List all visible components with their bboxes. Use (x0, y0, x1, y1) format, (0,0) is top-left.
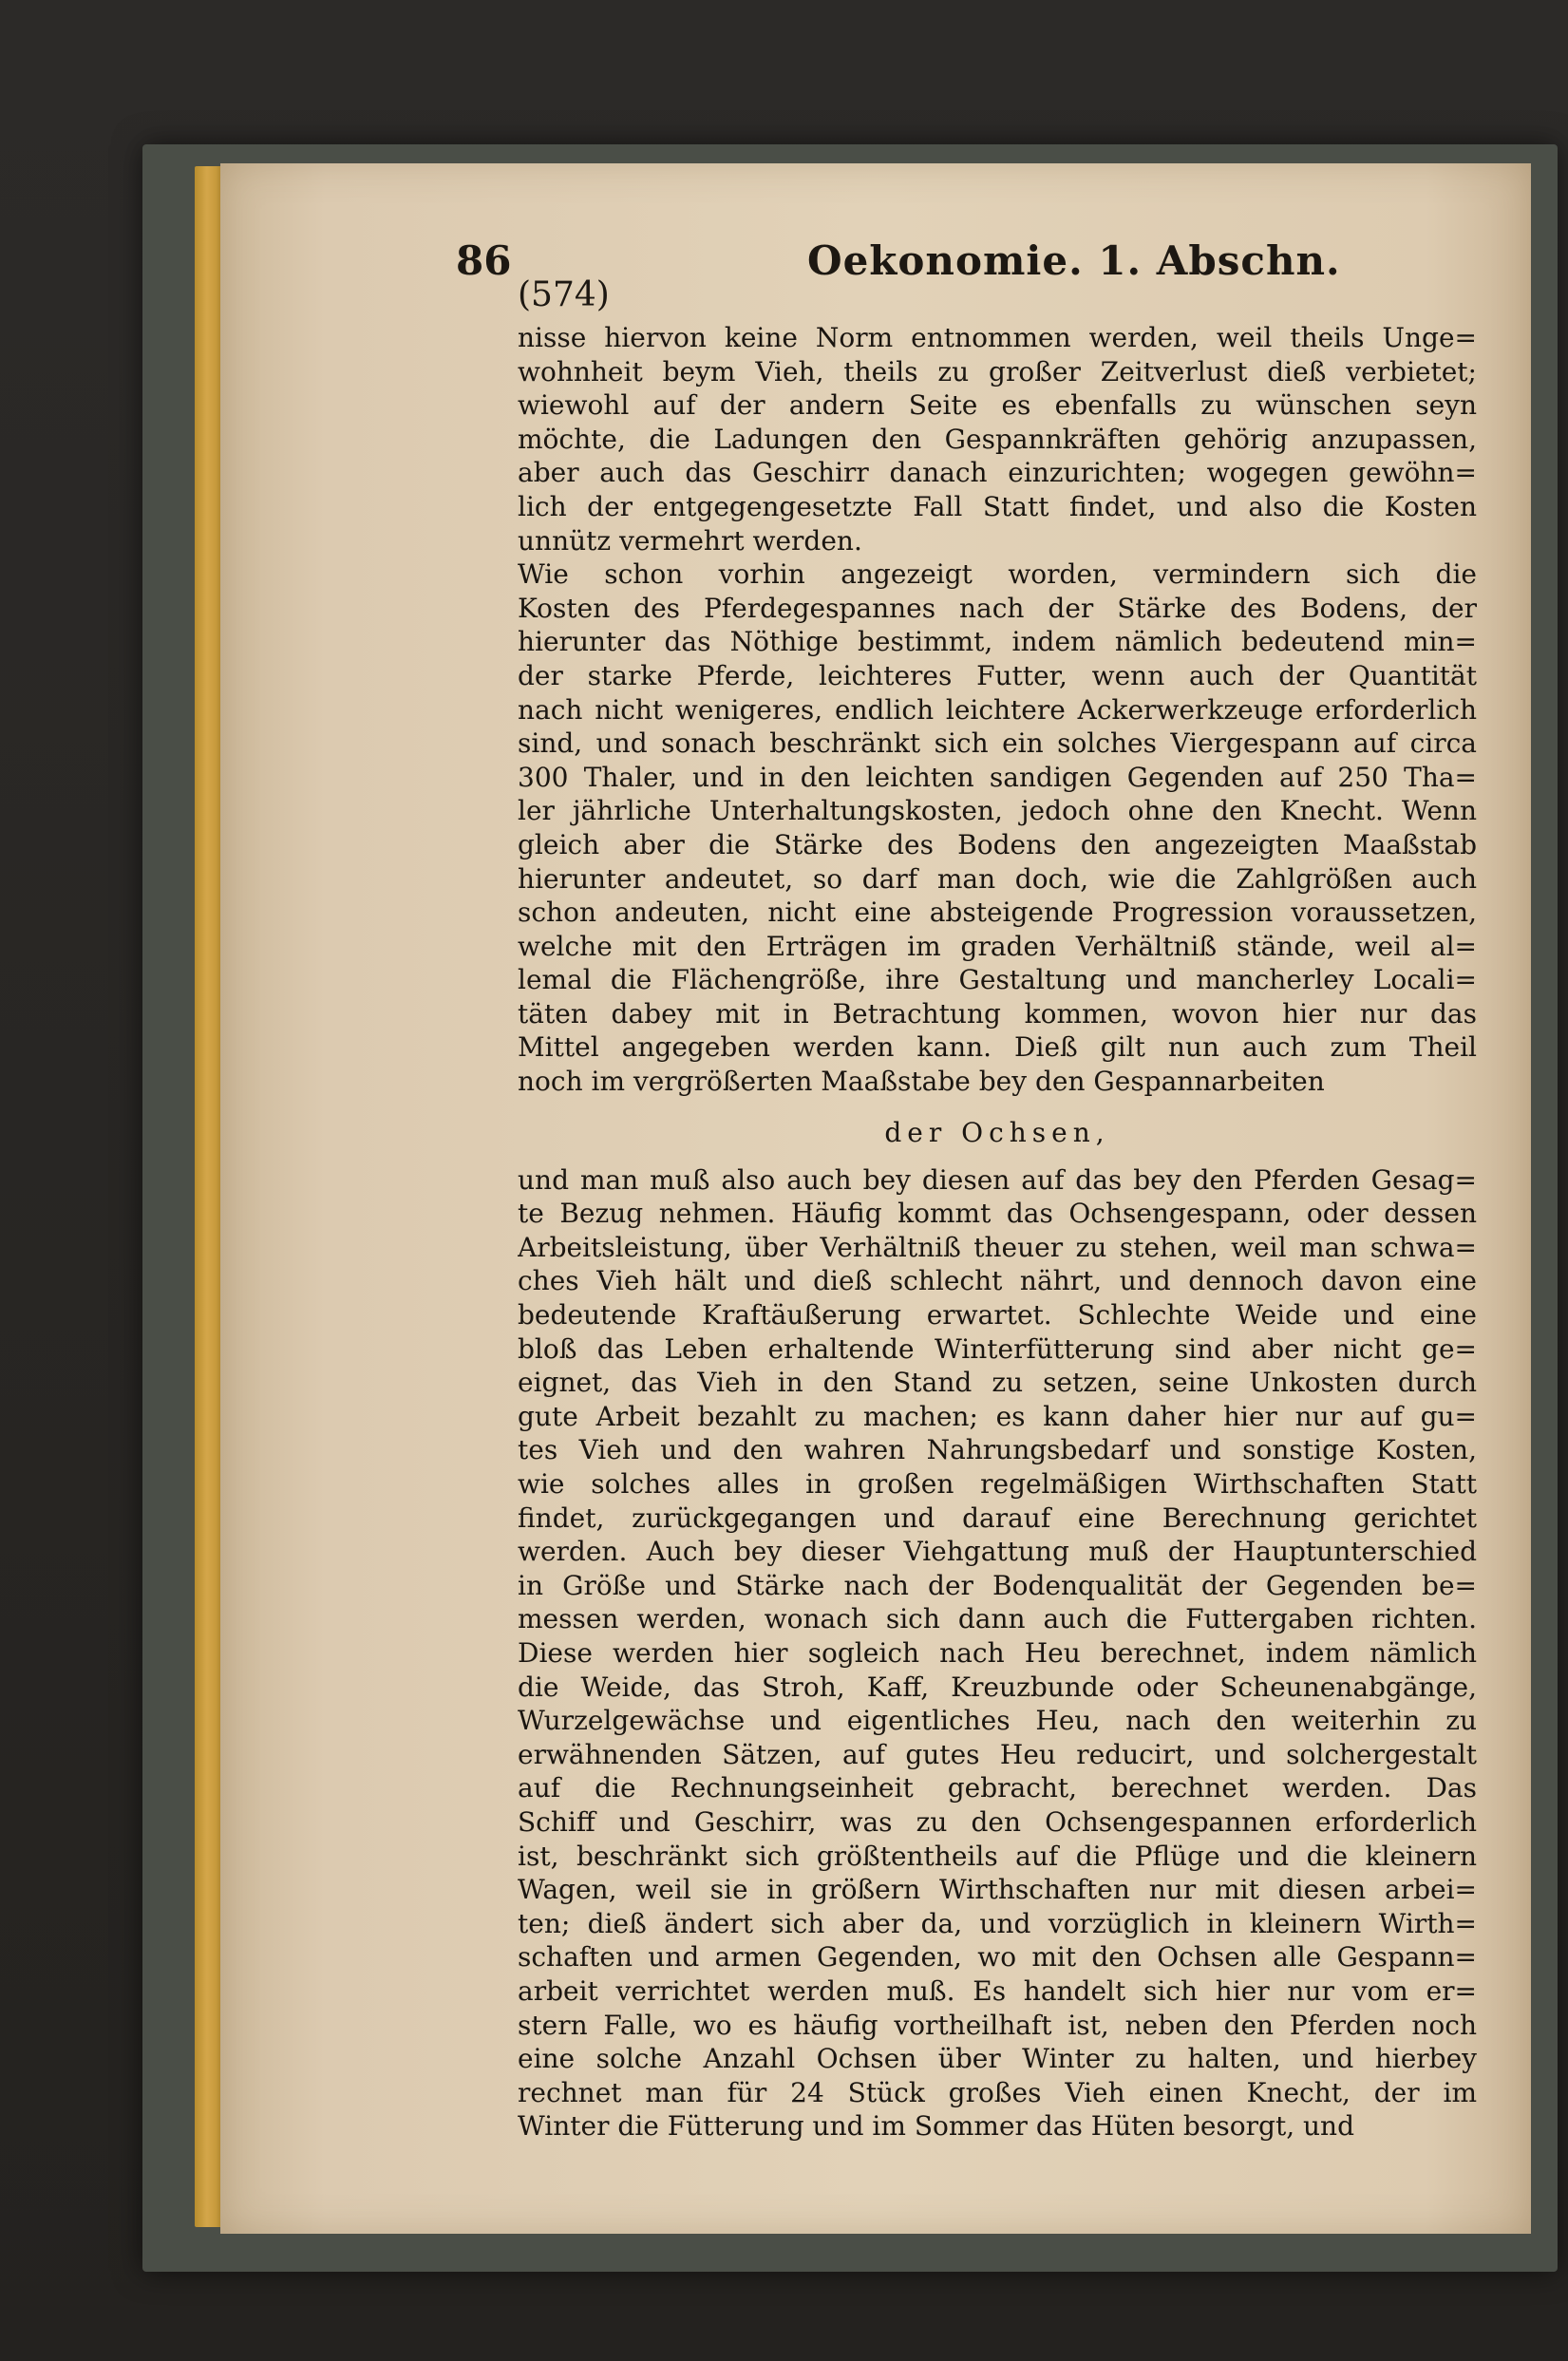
text-line: in Größe und Stärke nach der Bodenqualität der Gegenden be= (518, 1569, 1477, 1601)
text-line: wie solches alles in großen regelmäßigen Wirthschaften Statt (518, 1468, 1477, 1500)
text-line: gleich aber die Stärke des Bodens den angezeigten Maaßstab (518, 828, 1477, 860)
text-line: Diese werden hier sogleich nach Heu berechnet, indem nämlich (518, 1636, 1477, 1669)
text-line: rechnet man für 24 Stück großes Vieh einen Knecht, der im (518, 2076, 1477, 2108)
running-head: Oekonomie. 1. Abschn. (807, 237, 1341, 284)
text-line: Wie schon vorhin angezeigt worden, vermindern sich die (518, 558, 1477, 591)
text-line: findet, zurückgegangen und darauf eine Berechnung gerichtet (518, 1502, 1477, 1534)
text-line: te Bezug nehmen. Häufig kommt das Ochsengespann, oder dessen (518, 1198, 1477, 1230)
text-line: ler jährliche Unterhaltungskosten, jedoch ohne den Knecht. Wenn (518, 795, 1477, 827)
text-line: schon andeuten, nicht eine absteigende Progression voraussetzen, (518, 897, 1477, 929)
text-line: bedeutende Kraftäußerung erwartet. Schlechte Weide und eine (518, 1299, 1477, 1332)
page-header (456, 237, 1520, 294)
text-line: auf die Rechnungseinheit gebracht, berechnet werden. Das (518, 1772, 1477, 1804)
body-text (518, 321, 1477, 2144)
text-line: möchte, die Ladungen den Gespannkräften gehörig anzupassen, (518, 423, 1477, 455)
text-line: ist, beschränkt sich größtentheils auf die Pflüge und die kleinern (518, 1840, 1477, 1872)
text-line: schaften und armen Gegenden, wo mit den Ochsen alle Gespann= (518, 1941, 1477, 1974)
text-line: Kosten des Pferdegespannes nach der Stärke des Bodens, der (518, 592, 1477, 624)
text-line: 300 Thaler, und in den leichten sandigen Gegenden auf 250 Tha= (518, 761, 1477, 793)
text-line: Mittel angegeben werden kann. Dieß gilt nun auch zum Theil (518, 1031, 1477, 1064)
text-line: hierunter andeutet, so darf man doch, wie die Zahlgrößen auch (518, 862, 1477, 895)
text-line: eignet, das Vieh in den Stand zu setzen, seine Unkosten durch (518, 1367, 1477, 1399)
text-line: arbeit verrichtet werden muß. Es handelt sich hier nur vom er= (518, 1974, 1477, 2007)
text-line: werden. Auch bey dieser Viehgattung muß der Hauptunterschied (518, 1536, 1477, 1568)
section-heading: der Ochsen, (884, 1116, 1110, 1148)
text-line: stern Falle, wo es häufig vortheilhaft ist, neben den Pferden noch (518, 2009, 1477, 2041)
text-line: unnütz vermehrt werden. (518, 524, 862, 557)
text-line: wohnheit beym Vieh, theils zu großer Zeitverlust dieß verbietet; (518, 355, 1477, 387)
signature-mark: (574) (518, 275, 610, 314)
paragraph (518, 321, 1477, 557)
text-line: Schiff und Geschirr, was zu den Ochsengespannen erforderlich (518, 1805, 1477, 1838)
text-line: noch im vergrößerten Maaßstabe bey den Gespannarbeiten (518, 1066, 1325, 1098)
text-line: sind, und sonach beschränkt sich ein solches Viergespann auf circa (518, 727, 1477, 760)
text-line: erwähnenden Sätzen, auf gutes Heu reducirt, und solchergestalt (518, 1738, 1477, 1770)
text-line: hierunter das Nöthige bestimmt, indem nämlich bedeutend min= (518, 626, 1477, 658)
text-line: eine solche Anzahl Ochsen über Winter zu halten, und hierbey (518, 2043, 1477, 2075)
text-line: bloß das Leben erhaltende Winterfütterung sind aber nicht ge= (518, 1332, 1477, 1365)
paragraph (518, 557, 1477, 1099)
text-line: Wurzelgewächse und eigentliches Heu, nach den weiterhin zu (518, 1705, 1477, 1737)
text-line: welche mit den Erträgen im graden Verhältniß stände, weil al= (518, 930, 1477, 962)
text-line: nisse hiervon keine Norm entnommen werden, weil theils Unge= (518, 322, 1477, 353)
text-line: Wagen, weil sie in größern Wirthschaften nur mit diesen arbei= (518, 1874, 1477, 1906)
text-line: ches Vieh hält und dieß schlecht nährt, und dennoch davon eine (518, 1265, 1477, 1297)
text-line: gute Arbeit bezahlt zu machen; es kann daher hier nur auf gu= (518, 1400, 1477, 1432)
text-line: lich der entgegengesetzte Fall Statt findet, und also die Kosten (518, 490, 1477, 522)
text-line: lemal die Flächengröße, ihre Gestaltung und mancherley Locali= (518, 964, 1477, 996)
page-number: 86 (456, 237, 512, 284)
text-line: wiewohl auf der andern Seite es ebenfalls zu wünschen seyn (518, 389, 1477, 422)
text-line: nach nicht wenigeres, endlich leichtere Ackerwerkzeuge erforderlich (518, 693, 1477, 726)
text-line: aber auch das Geschirr danach einzurichten; wogegen gewöhn= (518, 457, 1477, 489)
text-line: Arbeitsleistung, über Verhältniß theuer zu stehen, weil man schwa= (518, 1231, 1477, 1263)
text-line: der starke Pferde, leichteres Futter, wenn auch der Quantität (518, 659, 1477, 691)
text-line: und man muß also auch bey diesen auf das bey den Pferden Gesag= (518, 1163, 1477, 1196)
paragraph (518, 1163, 1477, 2144)
text-line: die Weide, das Stroh, Kaff, Kreuzbunde oder Scheunenabgänge, (518, 1671, 1477, 1703)
text-line: messen werden, wonach sich dann auch die Futtergaben richten. (518, 1603, 1477, 1635)
text-line: täten dabey mit in Betrachtung kommen, wovon hier nur das (518, 997, 1477, 1029)
text-line: tes Vieh und den wahren Nahrungsbedarf und sonstige Kosten, (518, 1434, 1477, 1466)
text-line: Winter die Fütterung und im Sommer das Hüten besorgt, und (518, 2110, 1355, 2143)
text-line: ten; dieß ändert sich aber da, und vorzüglich in kleinern Wirth= (518, 1907, 1477, 1939)
